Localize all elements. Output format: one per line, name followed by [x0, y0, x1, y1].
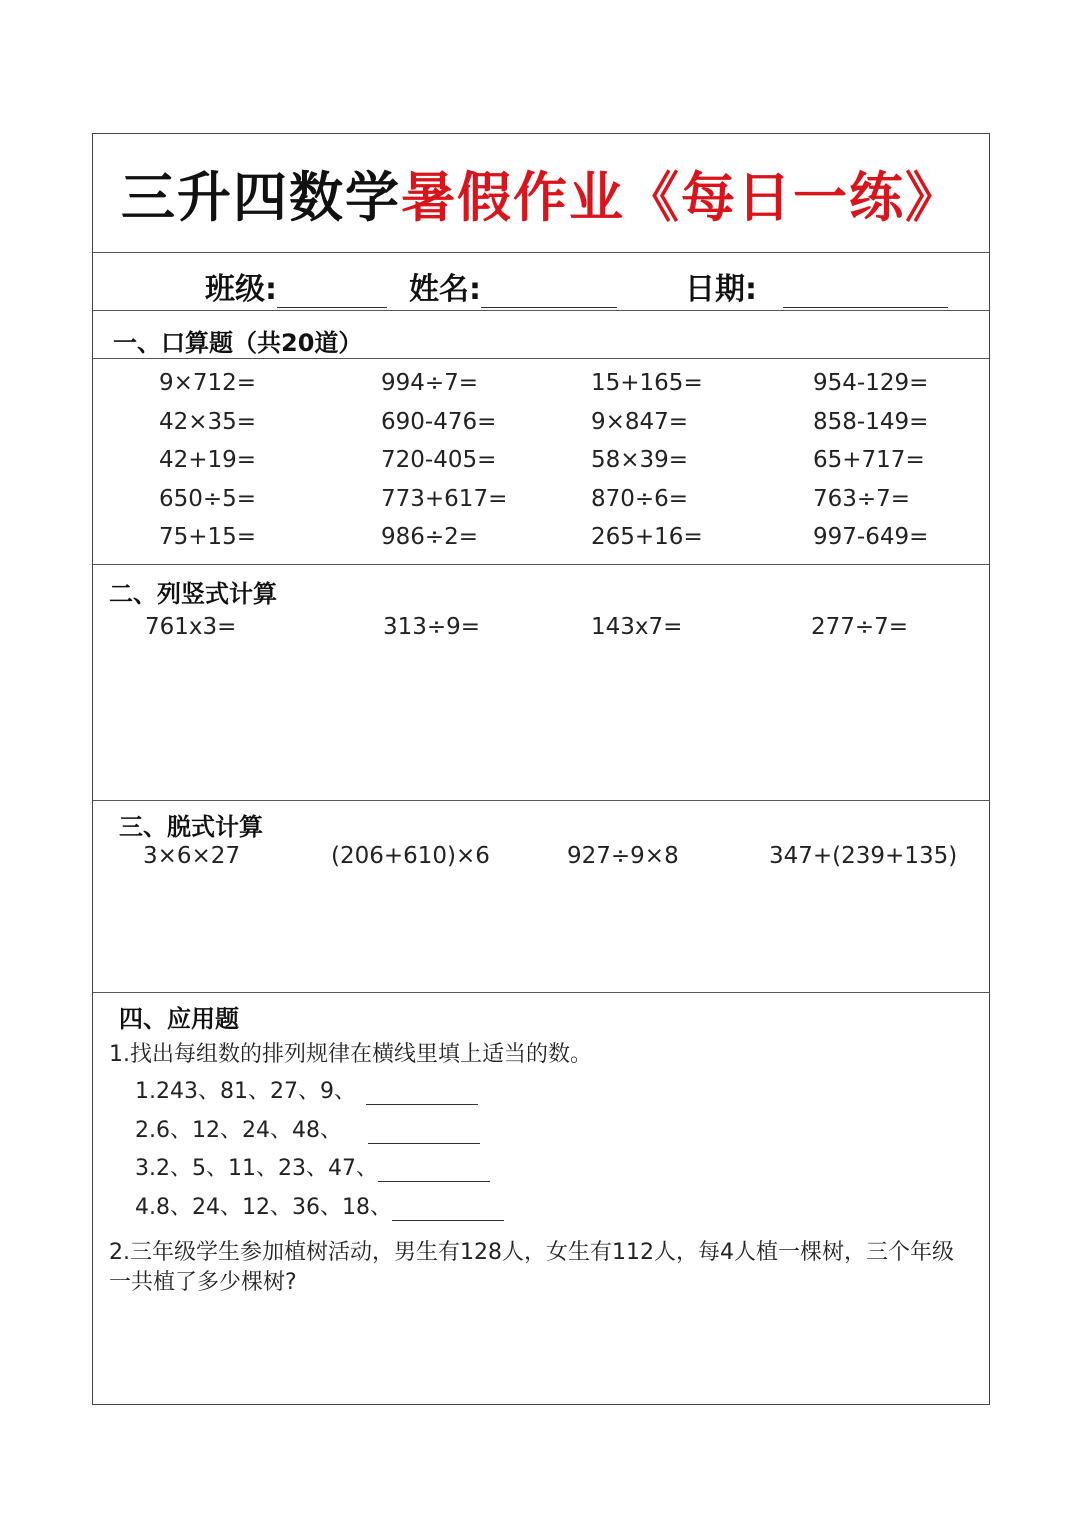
section3-title: 三、脱式计算 [119, 813, 263, 841]
oral-calc-item: 870÷6= [591, 486, 689, 512]
oral-calc-item: 997-649= [813, 524, 929, 550]
name-field [409, 264, 617, 308]
page-title [93, 134, 989, 252]
sequence-item [135, 1113, 480, 1144]
name-label: 姓名: [409, 272, 481, 307]
vertical-calc-item: 143x7= [591, 614, 683, 640]
divider [93, 992, 989, 993]
oral-calc-item: 265+16= [591, 524, 703, 550]
oral-calc-item: 954-129= [813, 370, 929, 396]
step-calc-item: (206+610)×6 [331, 843, 490, 869]
class-label: 班级: [205, 272, 277, 307]
sequence-item [135, 1074, 478, 1105]
oral-calc-item: 720-405= [381, 447, 497, 473]
sequence-text: 1.243、81、27、9、 [135, 1079, 356, 1104]
divider [93, 358, 989, 359]
oral-calc-item: 763÷7= [813, 486, 911, 512]
oral-calc-item: 9×847= [591, 409, 689, 435]
class-blank[interactable] [277, 277, 387, 308]
divider [93, 252, 989, 253]
oral-calc-item: 690-476= [381, 409, 497, 435]
section1-title: 一、口算题（共20道） [113, 329, 363, 357]
sequence-text: 3.2、5、11、23、47、 [135, 1156, 378, 1181]
oral-calc-item: 58×39= [591, 447, 689, 473]
step-calc-item: 3×6×27 [143, 843, 241, 869]
oral-calc-item: 994÷7= [381, 370, 479, 396]
answer-blank[interactable] [392, 1200, 504, 1221]
oral-calc-item: 42×35= [159, 409, 257, 435]
vertical-calc-item: 277÷7= [811, 614, 909, 640]
worksheet [92, 133, 990, 1405]
vertical-calc-item: 313÷9= [383, 614, 481, 640]
answer-blank[interactable] [366, 1084, 478, 1105]
date-label: 日期: [685, 272, 757, 307]
oral-calc-item: 65+717= [813, 447, 925, 473]
name-blank[interactable] [481, 277, 617, 308]
oral-calc-item: 773+617= [381, 486, 508, 512]
divider [93, 800, 989, 801]
vertical-calc-item: 761x3= [145, 614, 237, 640]
title-main: 三升四数学 [121, 165, 401, 229]
sequence-text: 4.8、24、12、36、18、 [135, 1195, 392, 1220]
sequence-text: 2.6、12、24、48、 [135, 1118, 342, 1143]
answer-blank[interactable] [368, 1123, 480, 1144]
oral-calc-item: 858-149= [813, 409, 929, 435]
sequence-item [135, 1190, 504, 1221]
oral-calc-item: 42+19= [159, 447, 257, 473]
oral-calc-item: 650÷5= [159, 486, 257, 512]
divider [93, 564, 989, 565]
step-calc-item: 347+(239+135) [769, 843, 958, 869]
divider [93, 310, 989, 311]
date-field [685, 264, 948, 308]
oral-calc-item: 15+165= [591, 370, 703, 396]
step-calc-item: 927÷9×8 [567, 843, 679, 869]
section2-title: 二、列竖式计算 [109, 580, 277, 608]
oral-calc-item: 986÷2= [381, 524, 479, 550]
question2-text: 2.三年级学生参加植树活动，男生有128人，女生有112人，每4人植一棵树，三个年级一共植了多少棵树? [109, 1240, 954, 1295]
oral-calc-item: 75+15= [159, 524, 257, 550]
section4-title: 四、应用题 [119, 1005, 239, 1033]
sequence-item [135, 1151, 490, 1182]
class-field [205, 264, 387, 308]
oral-calc-item: 9×712= [159, 370, 257, 396]
date-blank[interactable] [783, 277, 948, 308]
answer-blank[interactable] [378, 1161, 490, 1182]
title-highlight: 暑假作业《每日一练》 [401, 165, 961, 229]
student-info-row [93, 254, 989, 310]
question1-prompt: 1.找出每组数的排列规律在横线里填上适当的数。 [109, 1042, 592, 1067]
